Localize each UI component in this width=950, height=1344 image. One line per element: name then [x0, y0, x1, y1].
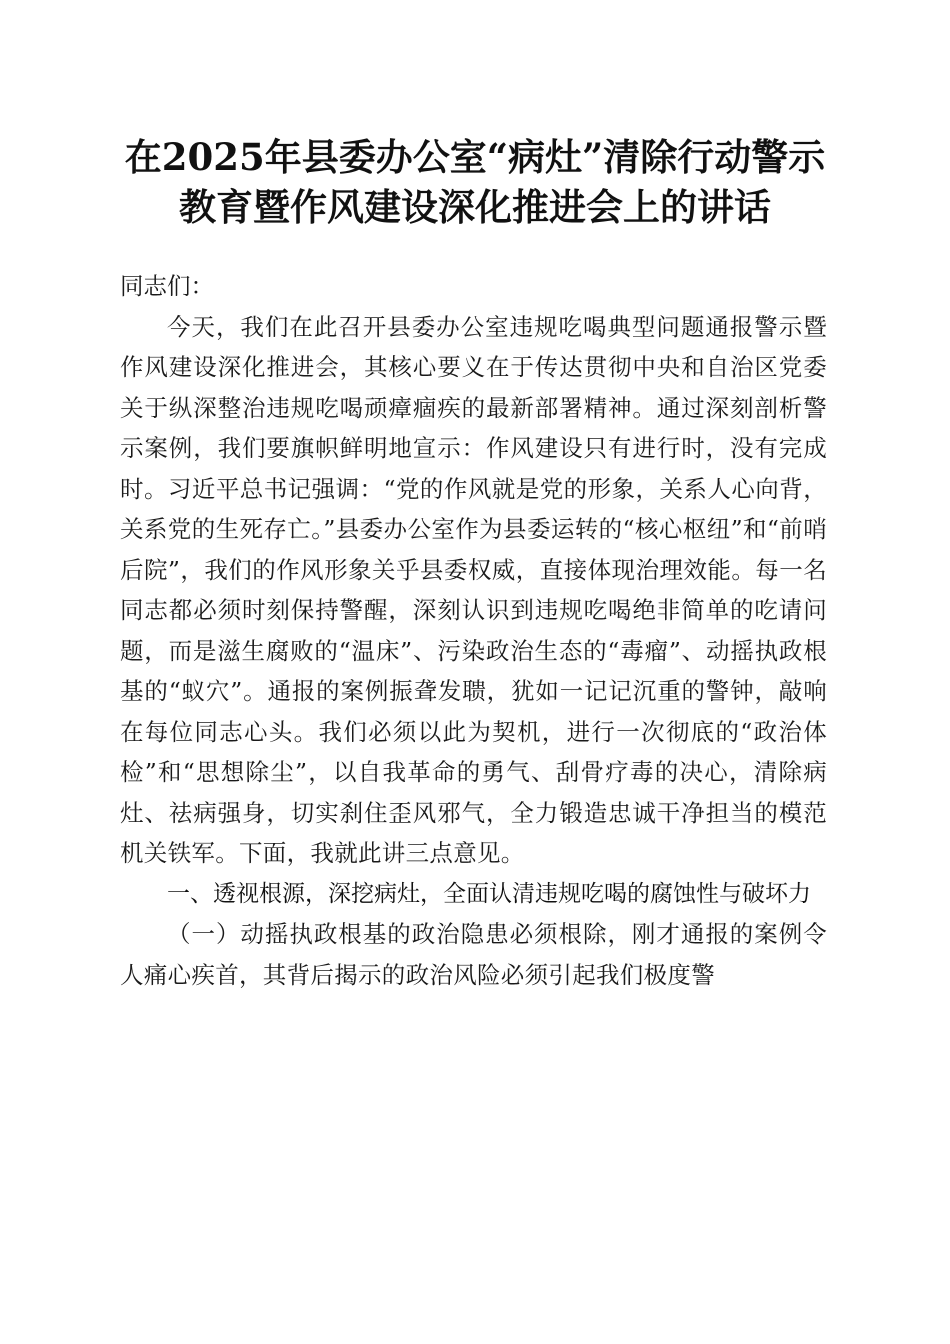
title-line-2: 教育暨作风建设深化推进会上的讲话 — [179, 185, 771, 229]
opening-paragraph: 今天，我们在此召开县委办公室违规吃喝典型问题通报警示暨作风建设深化推进会，其核心要义在于传达贯彻中央和自治区党委关于纵深整治违规吃喝顽瘴痼疾的最新部署精神。通过深刻剖析警示案例，我们要旗帜鲜明地宣示：作风建设只有进行时，没有完成时。习近平总书记强调：“党的作风就是党的形象，关系人心向背，关系党的生死存亡。”县委办公室作为县委运转的“核心枢纽”和“前哨后院”，我们的作风形象关乎县委权威，直接体现治理效能。每一名同志都必须时刻保持警醒，深刻认识到违规吃喝绝非简单的吃请问题，而是滋生腐败的“温床”、污染政治生态的“毒瘤”、动摇执政根基的“蚁穴”。通报的案例振聋发聩，犹如一记记沉重的警钟，敲响在每位同志心头。我们必须以此为契机，进行一次彻底的“政治体检”和“思想除尘”，以自我革命的勇气、刮骨疗毒的决心，清除病灶、祛病强身，切实刹住歪风邪气，全力锻造忠诚干净担当的模范机关铁军。下面，我就此讲三点意见。 — [120, 312, 827, 867]
subsection-paragraph-1: （一）动摇执政根基的政治隐患必须根除，刚才通报的案例令人痛心疾首，其背后揭示的政治风险必须引起我们极度警 — [120, 920, 827, 989]
salutation: 同志们： — [120, 272, 214, 300]
title-line-1: 在2025年县委办公室“病灶”清除行动警示 — [124, 135, 826, 179]
document-body — [120, 266, 827, 995]
section-heading-1: 一、透视根源，深挖病灶，全面认清违规吃喝的腐蚀性与破坏力 — [167, 880, 811, 907]
document-title — [100, 132, 850, 232]
